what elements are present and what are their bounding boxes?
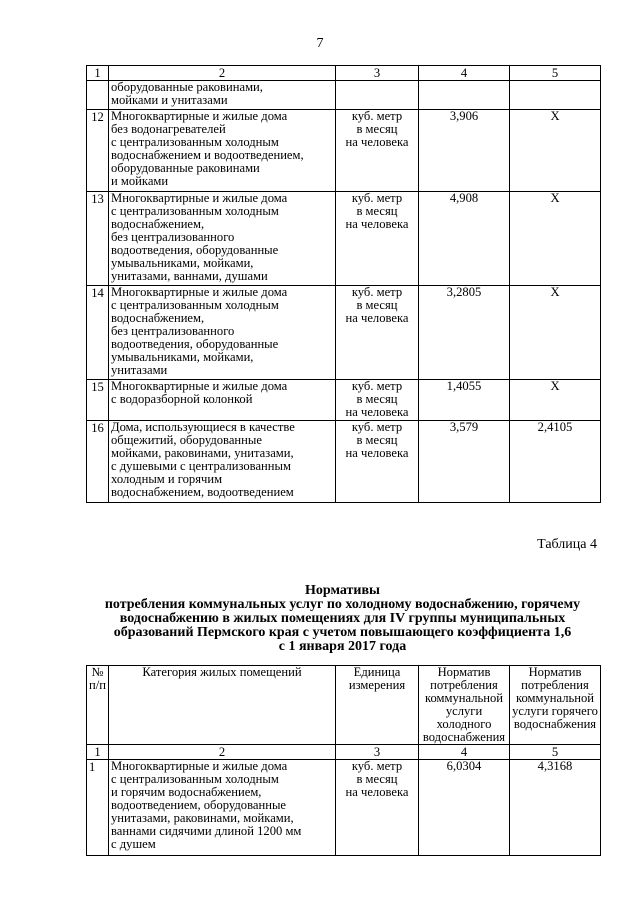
hot-water-norm: 4,3168 (510, 760, 601, 856)
col-header-hot: Норматив потребления коммунальной услуги горячего водоснабжения (510, 666, 601, 745)
unit-cell: куб. метр в месяц на человека (336, 110, 419, 192)
category-cell: Многоквартирные и жилые дома без водонагревателей с централизованным холодным водоснабжением и водоотведением, оборудованные раковинами и мойками (109, 110, 336, 192)
category-cell: Многоквартирные и жилые дома с централизованным холодным водоснабжением, без централизованного водоотведения, оборудованные умывальниками, мойками, унитазами (109, 286, 336, 380)
table-row (87, 81, 601, 110)
table-row (87, 760, 601, 856)
category-cell: Многоквартирные и жилые дома с централизованным холодным и горячим водоснабжением, водоотведением, оборудованные унитазами, раковинами, мойками, ваннами сидячими длиной 1200 мм с душем (109, 760, 336, 856)
title-line: водоснабжению в жилых помещениях для IV группы муниципальных (119, 611, 566, 626)
cold-water-norm: 3,2805 (419, 286, 510, 380)
title-line: Нормативы (305, 583, 380, 598)
hot-water-norm: Х (510, 286, 601, 380)
row-number (87, 81, 109, 110)
table-row (87, 286, 601, 380)
table-row (87, 192, 601, 286)
cold-water-norm: 1,4055 (419, 380, 510, 421)
title-line: с 1 января 2017 года (278, 639, 407, 654)
row-number: 15 (87, 380, 109, 421)
col-header-num: № п/п (87, 666, 109, 745)
header-cell: 1 (87, 66, 109, 81)
header-cell: 5 (510, 66, 601, 81)
table-caption: Таблица 4 (537, 537, 597, 552)
row-number: 1 (87, 760, 109, 856)
header-cell: 1 (87, 745, 109, 760)
col-header-cold: Норматив потребления коммунальной услуги холодного водоснабжения (419, 666, 510, 745)
unit-cell: куб. метр в месяц на человека (336, 421, 419, 503)
cold-water-norm (419, 81, 510, 110)
category-cell: оборудованные раковинами, мойками и унитазами (109, 81, 336, 110)
hot-water-norm (510, 81, 601, 110)
hot-water-norm: Х (510, 192, 601, 286)
unit-cell: куб. метр в месяц на человека (336, 192, 419, 286)
cold-water-norm: 6,0304 (419, 760, 510, 856)
header-cell: 2 (109, 66, 336, 81)
col-header-unit: Единица измерения (336, 666, 419, 745)
page-number: 7 (316, 36, 324, 51)
cold-water-norm: 3,906 (419, 110, 510, 192)
header-cell: 4 (419, 745, 510, 760)
row-number: 16 (87, 421, 109, 503)
row-number: 14 (87, 286, 109, 380)
header-cell: 3 (336, 745, 419, 760)
table-row (87, 380, 601, 421)
hot-water-norm: 2,4105 (510, 421, 601, 503)
unit-cell: куб. метр в месяц на человека (336, 380, 419, 421)
category-cell: Дома, использующиеся в качестве общежитий, оборудованные мойками, раковинами, унитазами, с душевыми с централизованным холодным и горячим водоснабжением, водоотведением (109, 421, 336, 503)
unit-cell (336, 81, 419, 110)
cold-water-norm: 3,579 (419, 421, 510, 503)
table-row (87, 421, 601, 503)
table-row (87, 110, 601, 192)
column-number-row (87, 745, 601, 760)
table-title (70, 584, 615, 654)
title-line: образований Пермского края с учетом повышающего коэффициента 1,6 (113, 625, 572, 640)
hot-water-norm: Х (510, 110, 601, 192)
water-norms-table-4 (86, 665, 601, 856)
row-number: 13 (87, 192, 109, 286)
header-cell: 5 (510, 745, 601, 760)
category-cell: Многоквартирные и жилые дома с централизованным холодным водоснабжением, без централизованного водоотведения, оборудованные умывальниками, мойками, унитазами, ваннами, душами (109, 192, 336, 286)
cold-water-norm: 4,908 (419, 192, 510, 286)
category-cell: Многоквартирные и жилые дома с водоразборной колонкой (109, 380, 336, 421)
header-cell: 3 (336, 66, 419, 81)
col-header-category: Категория жилых помещений (109, 666, 336, 745)
header-cell: 2 (109, 745, 336, 760)
column-header-row (87, 666, 601, 745)
water-norms-table-continued (86, 65, 601, 503)
row-number: 12 (87, 110, 109, 192)
hot-water-norm: Х (510, 380, 601, 421)
unit-cell: куб. метр в месяц на человека (336, 286, 419, 380)
header-cell: 4 (419, 66, 510, 81)
unit-cell: куб. метр в месяц на человека (336, 760, 419, 856)
title-line: потребления коммунальных услуг по холодному водоснабжению, горячему (104, 597, 581, 612)
column-number-row (87, 66, 601, 81)
